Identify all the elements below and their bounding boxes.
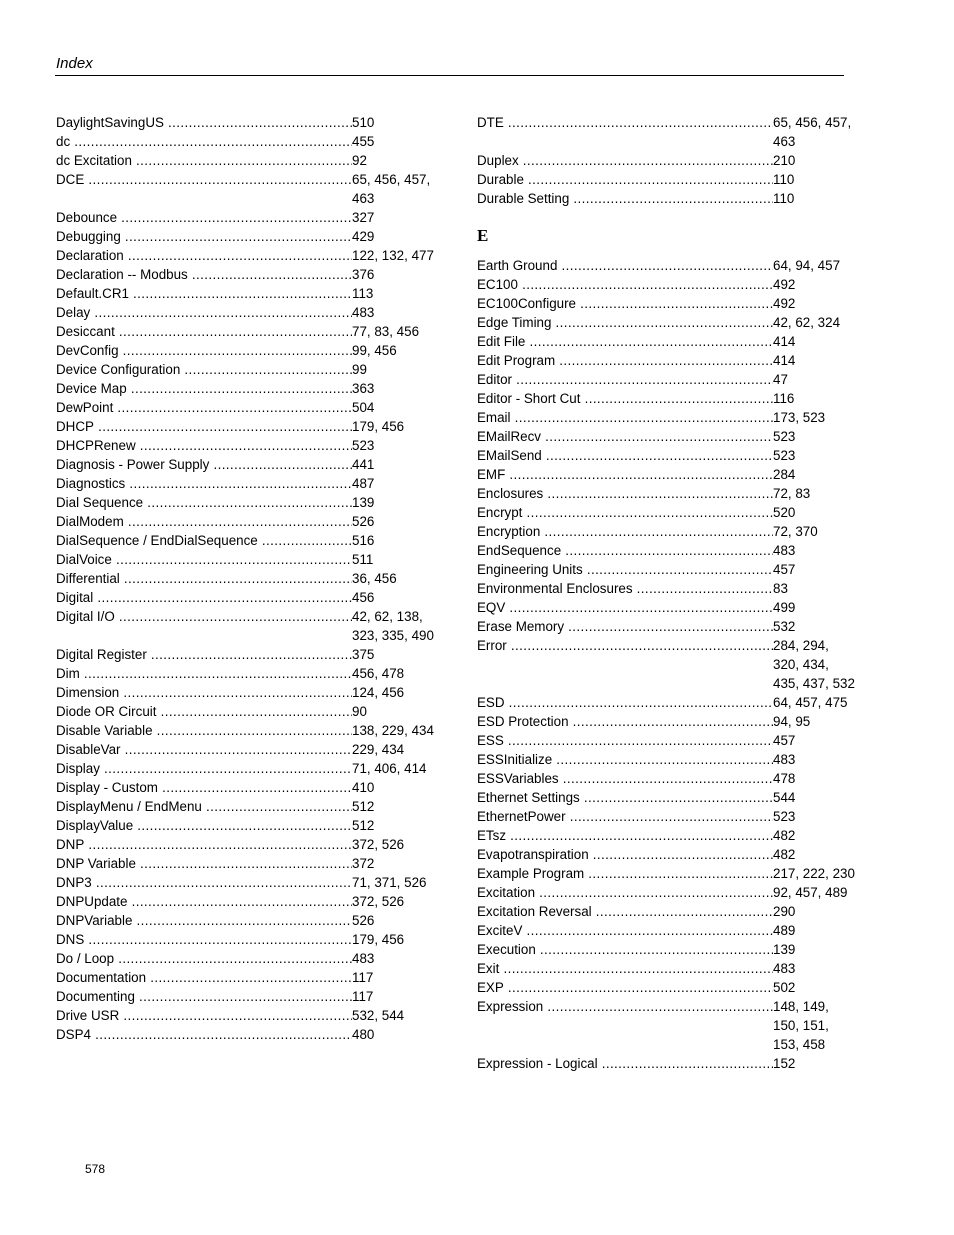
index-pages: 42, 62, 138, 323, 335, 490 (352, 609, 434, 643)
index-pages: 138, 229, 434 (352, 723, 434, 738)
index-pages: 372, 526 (352, 894, 405, 909)
index-pages: 487 (352, 476, 375, 491)
index-column-right (477, 113, 857, 1073)
index-pages: 116 (773, 391, 795, 406)
index-pages: 455 (352, 134, 375, 149)
index-term: Desiccant ..... (56, 322, 352, 341)
index-pages: 92, 457, 489 (773, 885, 848, 900)
index-term: dc ..... (56, 132, 352, 151)
index-entry (477, 541, 857, 560)
index-term: EMF ..... (477, 465, 773, 484)
index-entry (477, 788, 857, 807)
index-term: DTE ..... (477, 113, 773, 132)
index-entry (477, 370, 857, 389)
index-term: Edit Program ..... (477, 351, 773, 370)
index-pages: 376 (352, 267, 375, 282)
index-term: Error ..... (477, 636, 773, 655)
index-entry (56, 569, 436, 588)
index-entry (477, 579, 857, 598)
index-term: Diode OR Circuit ..... (56, 702, 352, 721)
index-term: Earth Ground ..... (477, 256, 773, 275)
page-number: 578 (85, 1162, 106, 1176)
section-letter: E (477, 226, 489, 245)
index-term: Excitation ..... (477, 883, 773, 902)
index-pages: 532 (773, 619, 796, 634)
index-pages: 327 (352, 210, 375, 225)
index-entry (477, 750, 857, 769)
index-entry (56, 702, 436, 721)
index-entry (56, 1006, 436, 1025)
index-pages: 523 (773, 448, 796, 463)
index-entry (56, 683, 436, 702)
index-entry (477, 769, 857, 788)
index-term: ESSInitialize ..... (477, 750, 773, 769)
index-pages: 504 (352, 400, 375, 415)
index-entry (477, 332, 857, 351)
index-pages: 64, 94, 457 (773, 258, 841, 273)
index-entry (56, 151, 436, 170)
index-pages: 124, 456 (352, 685, 405, 700)
index-pages: 173, 523 (773, 410, 826, 425)
index-entry (477, 826, 857, 845)
index-term: Enclosures ..... (477, 484, 773, 503)
index-group-d-continued (477, 113, 857, 208)
index-entry (56, 721, 436, 740)
index-entry (56, 265, 436, 284)
index-entry (477, 693, 857, 712)
index-term: Durable Setting ..... (477, 189, 773, 208)
index-term: ExciteV ..... (477, 921, 773, 940)
index-entry (56, 645, 436, 664)
index-entry (56, 1025, 436, 1044)
index-entry (56, 949, 436, 968)
index-pages: 482 (773, 828, 796, 843)
index-term: Duplex ..... (477, 151, 773, 170)
index-entry (477, 275, 857, 294)
index-pages: 532, 544 (352, 1008, 405, 1023)
index-pages: 99, 456 (352, 343, 397, 358)
index-entry (477, 921, 857, 940)
index-term: Default.CR1 ..... (56, 284, 352, 303)
index-pages: 483 (352, 951, 375, 966)
index-pages: 523 (352, 438, 375, 453)
index-term: Declaration ..... (56, 246, 352, 265)
index-pages: 217, 222, 230 (773, 866, 855, 881)
index-entry (56, 474, 436, 493)
index-entry (477, 560, 857, 579)
index-entry (56, 284, 436, 303)
index-pages: 71, 371, 526 (352, 875, 427, 890)
index-term: DialSequence / EndDialSequence ..... (56, 531, 352, 550)
index-term: Device Map ..... (56, 379, 352, 398)
index-term: Declaration -- Modbus ..... (56, 265, 352, 284)
index-term: Digital I/O ..... (56, 607, 352, 626)
index-entry (56, 778, 436, 797)
index-term: Edit File ..... (477, 332, 773, 351)
index-entry (477, 598, 857, 617)
index-pages: 512 (352, 799, 375, 814)
index-term: DHCPRenew ..... (56, 436, 352, 455)
index-term: Example Program ..... (477, 864, 773, 883)
index-term: ESD Protection ..... (477, 712, 773, 731)
index-pages: 510 (352, 115, 375, 130)
index-term: Dimension ..... (56, 683, 352, 702)
index-term: ESS ..... (477, 731, 773, 750)
index-term: ESD ..... (477, 693, 773, 712)
index-entry (56, 227, 436, 246)
index-pages: 489 (773, 923, 796, 938)
index-pages: 83 (773, 581, 788, 596)
index-entry (56, 132, 436, 151)
index-term: DevConfig ..... (56, 341, 352, 360)
index-pages: 482 (773, 847, 796, 862)
index-term: DisplayValue ..... (56, 816, 352, 835)
index-pages: 523 (773, 809, 796, 824)
index-entry (56, 493, 436, 512)
index-entry (56, 341, 436, 360)
index-entry (477, 189, 857, 208)
index-term: Delay ..... (56, 303, 352, 322)
index-entry (56, 170, 436, 208)
index-term: DialModem ..... (56, 512, 352, 531)
index-entry (56, 797, 436, 816)
index-entry (56, 987, 436, 1006)
index-entry (56, 930, 436, 949)
index-pages: 117 (352, 989, 374, 1004)
index-entry (56, 664, 436, 683)
index-pages: 290 (773, 904, 796, 919)
index-pages: 122, 132, 477 (352, 248, 434, 263)
index-term: DaylightSavingUS ..... (56, 113, 352, 132)
index-pages: 64, 457, 475 (773, 695, 848, 710)
index-entry (477, 313, 857, 332)
index-pages: 94, 95 (773, 714, 811, 729)
index-entry (477, 294, 857, 313)
index-entry (477, 446, 857, 465)
index-pages: 148, 149, 150, 151, 153, 458 (773, 999, 829, 1052)
index-pages: 526 (352, 913, 375, 928)
index-entry (477, 427, 857, 446)
index-term: Expression - Logical ..... (477, 1054, 773, 1073)
index-entry (56, 531, 436, 550)
index-pages: 72, 370 (773, 524, 818, 539)
index-entry (477, 408, 857, 427)
header-rule (55, 75, 844, 76)
index-entry (56, 835, 436, 854)
index-term: DSP4 ..... (56, 1025, 352, 1044)
index-pages: 363 (352, 381, 375, 396)
index-term: Encrypt ..... (477, 503, 773, 522)
index-term: DNS ..... (56, 930, 352, 949)
index-term: EC100Configure ..... (477, 294, 773, 313)
index-entry (56, 113, 436, 132)
index-term: Display ..... (56, 759, 352, 778)
index-pages: 457 (773, 562, 796, 577)
index-pages: 284 (773, 467, 796, 482)
index-entry (477, 170, 857, 189)
index-entry (477, 389, 857, 408)
index-pages: 90 (352, 704, 367, 719)
index-entry (56, 246, 436, 265)
index-entry (56, 436, 436, 455)
index-term: Editor ..... (477, 370, 773, 389)
index-pages: 512 (352, 818, 375, 833)
index-term: EthernetPower ..... (477, 807, 773, 826)
index-term: Disable Variable ..... (56, 721, 352, 740)
index-pages: 65, 456, 457, 463 (773, 115, 852, 149)
index-entry (56, 417, 436, 436)
index-pages: 526 (352, 514, 375, 529)
index-term: Environmental Enclosures ..... (477, 579, 773, 598)
index-term: Documenting ..... (56, 987, 352, 1006)
index-pages: 179, 456 (352, 419, 405, 434)
index-term: Expression ..... (477, 997, 773, 1016)
index-pages: 523 (773, 429, 796, 444)
index-entry (56, 512, 436, 531)
index-pages: 42, 62, 324 (773, 315, 841, 330)
index-term: DialVoice ..... (56, 550, 352, 569)
index-entry (56, 968, 436, 987)
index-group-e (477, 256, 857, 1073)
index-entry (56, 892, 436, 911)
index-entry (56, 873, 436, 892)
index-pages: 372, 526 (352, 837, 405, 852)
index-term: Debugging ..... (56, 227, 352, 246)
index-entry (56, 379, 436, 398)
index-pages: 139 (352, 495, 375, 510)
index-entry (477, 864, 857, 883)
index-pages: 492 (773, 296, 796, 311)
index-entry (477, 522, 857, 541)
index-entry (56, 303, 436, 322)
index-pages: 65, 456, 457, 463 (352, 172, 431, 206)
index-pages: 117 (352, 970, 374, 985)
index-term: Digital Register ..... (56, 645, 352, 664)
index-term: DNP3 ..... (56, 873, 352, 892)
index-term: Edge Timing ..... (477, 313, 773, 332)
index-term: Dim ..... (56, 664, 352, 683)
index-entry (477, 484, 857, 503)
index-pages: 110 (773, 191, 795, 206)
index-term: Drive USR ..... (56, 1006, 352, 1025)
index-pages: 284, 294, 320, 434, 435, 437, 532 (773, 638, 855, 691)
index-pages: 483 (773, 543, 796, 558)
index-entry (56, 550, 436, 569)
index-term: Do / Loop ..... (56, 949, 352, 968)
index-entry (477, 636, 857, 693)
index-pages: 375 (352, 647, 375, 662)
index-entry (56, 740, 436, 759)
index-term: EMailRecv ..... (477, 427, 773, 446)
index-pages: 36, 456 (352, 571, 397, 586)
index-pages: 441 (352, 457, 375, 472)
index-term: Documentation ..... (56, 968, 352, 987)
index-pages: 229, 434 (352, 742, 405, 757)
index-term: ETsz ..... (477, 826, 773, 845)
index-pages: 483 (773, 961, 796, 976)
index-entry (56, 360, 436, 379)
index-term: Erase Memory ..... (477, 617, 773, 636)
index-pages: 456, 478 (352, 666, 405, 681)
index-term: EQV ..... (477, 598, 773, 617)
index-entry (56, 455, 436, 474)
index-entry (477, 845, 857, 864)
index-pages: 483 (352, 305, 375, 320)
index-entry (56, 759, 436, 778)
index-pages: 410 (352, 780, 375, 795)
index-term: Diagnosis - Power Supply ..... (56, 455, 352, 474)
index-term: dc Excitation ..... (56, 151, 352, 170)
index-term: Display - Custom ..... (56, 778, 352, 797)
index-pages: 210 (773, 153, 796, 168)
index-column-left (56, 113, 436, 1044)
index-entry (477, 940, 857, 959)
index-pages: 492 (773, 277, 796, 292)
index-term: EndSequence ..... (477, 541, 773, 560)
index-entry (56, 322, 436, 341)
index-pages: 113 (352, 286, 374, 301)
index-pages: 92 (352, 153, 367, 168)
index-entry (477, 731, 857, 750)
index-pages: 71, 406, 414 (352, 761, 427, 776)
index-pages: 72, 83 (773, 486, 811, 501)
index-entry (56, 208, 436, 227)
index-entry (477, 256, 857, 275)
index-pages: 179, 456 (352, 932, 405, 947)
index-entry (477, 465, 857, 484)
index-term: Encryption ..... (477, 522, 773, 541)
index-term: Differential ..... (56, 569, 352, 588)
index-term: DNPVariable ..... (56, 911, 352, 930)
index-entry (477, 712, 857, 731)
index-term: DisableVar ..... (56, 740, 352, 759)
index-pages: 502 (773, 980, 796, 995)
index-entry (477, 617, 857, 636)
index-pages: 77, 83, 456 (352, 324, 420, 339)
index-term: Dial Sequence ..... (56, 493, 352, 512)
index-entry (56, 607, 436, 645)
index-term: Digital ..... (56, 588, 352, 607)
index-pages: 456 (352, 590, 375, 605)
index-term: Diagnostics ..... (56, 474, 352, 493)
index-pages: 429 (352, 229, 375, 244)
index-entry (477, 978, 857, 997)
index-term: DCE ..... (56, 170, 352, 189)
index-term: Debounce ..... (56, 208, 352, 227)
index-entry (56, 854, 436, 873)
index-pages: 478 (773, 771, 796, 786)
index-pages: 516 (352, 533, 375, 548)
index-term: Durable ..... (477, 170, 773, 189)
index-pages: 480 (352, 1027, 375, 1042)
index-pages: 520 (773, 505, 796, 520)
index-term: EXP ..... (477, 978, 773, 997)
index-term: Execution ..... (477, 940, 773, 959)
index-term: ESSVariables ..... (477, 769, 773, 788)
index-entry (56, 588, 436, 607)
index-entry (56, 398, 436, 417)
index-term: Exit ..... (477, 959, 773, 978)
index-entry (477, 997, 857, 1054)
index-pages: 483 (773, 752, 796, 767)
index-pages: 152 (773, 1056, 796, 1071)
page-header-title: Index (56, 55, 93, 72)
index-term: DHCP ..... (56, 417, 352, 436)
index-entry (477, 113, 857, 151)
index-pages: 544 (773, 790, 796, 805)
index-entry (56, 816, 436, 835)
index-pages: 372 (352, 856, 375, 871)
index-entry (477, 807, 857, 826)
index-term: Ethernet Settings ..... (477, 788, 773, 807)
index-term: DNP ..... (56, 835, 352, 854)
index-entry (56, 911, 436, 930)
index-term: EC100 ..... (477, 275, 773, 294)
index-term: Evapotranspiration ..... (477, 845, 773, 864)
index-pages: 110 (773, 172, 795, 187)
index-term: Excitation Reversal ..... (477, 902, 773, 921)
index-entry (477, 351, 857, 370)
index-entry (477, 902, 857, 921)
index-pages: 499 (773, 600, 796, 615)
index-term: EMailSend ..... (477, 446, 773, 465)
index-pages: 457 (773, 733, 796, 748)
index-term: Device Configuration ..... (56, 360, 352, 379)
index-pages: 414 (773, 353, 796, 368)
index-entry (477, 1054, 857, 1073)
index-term: Email ..... (477, 408, 773, 427)
index-pages: 99 (352, 362, 367, 377)
index-pages: 414 (773, 334, 796, 349)
index-term: DNPUpdate ..... (56, 892, 352, 911)
index-term: Engineering Units ..... (477, 560, 773, 579)
index-pages: 139 (773, 942, 796, 957)
index-term: DewPoint ..... (56, 398, 352, 417)
index-entry (477, 959, 857, 978)
index-pages: 511 (352, 552, 374, 567)
index-term: DNP Variable ..... (56, 854, 352, 873)
index-entry (477, 151, 857, 170)
index-entry (477, 883, 857, 902)
index-pages: 47 (773, 372, 788, 387)
index-term: DisplayMenu / EndMenu ..... (56, 797, 352, 816)
index-entry (477, 503, 857, 522)
index-term: Editor - Short Cut ..... (477, 389, 773, 408)
